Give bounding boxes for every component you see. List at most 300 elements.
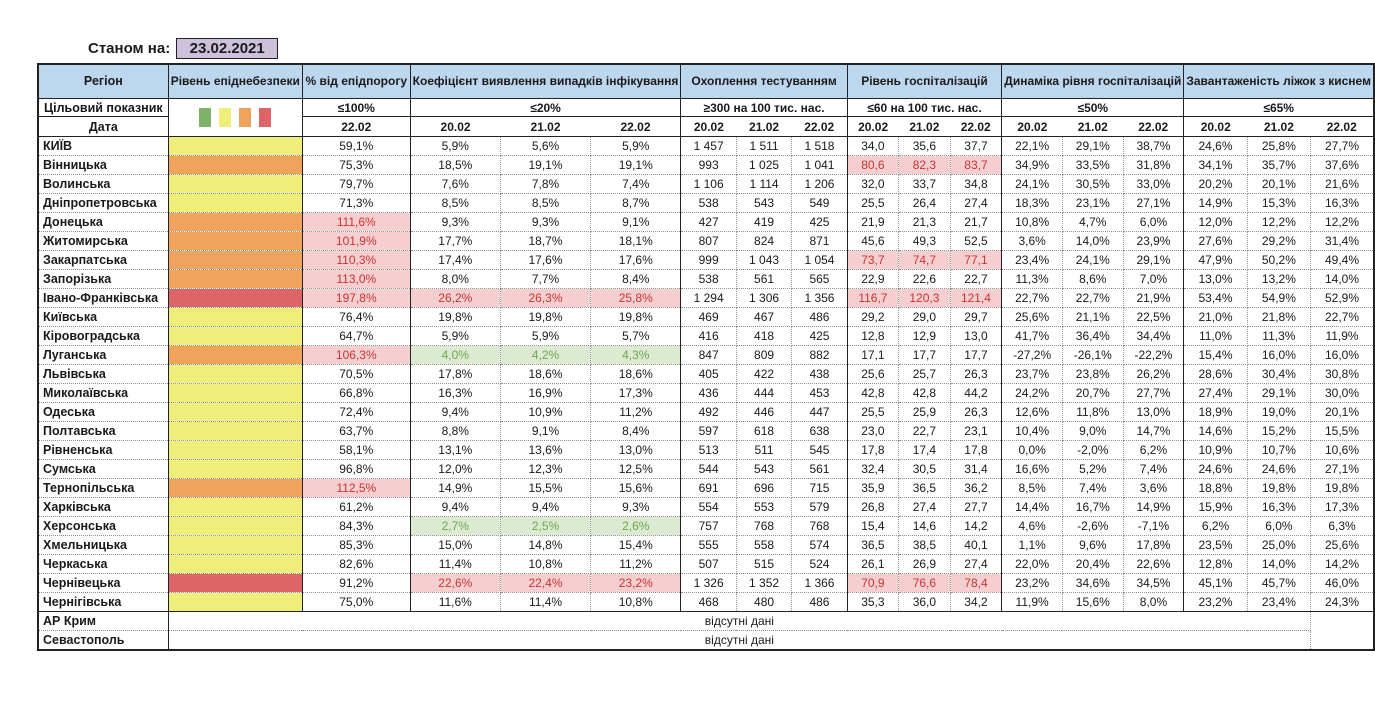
- test-value: 558: [736, 536, 791, 555]
- test-value: 486: [792, 308, 847, 327]
- hosp-value: 78,4: [950, 574, 1002, 593]
- coef-value: 8,5%: [500, 194, 590, 213]
- hosp-value: 15,4: [847, 517, 898, 536]
- region-name: АР Крим: [38, 612, 168, 631]
- beds-value: 15,5%: [1311, 422, 1374, 441]
- beds-value: 22,7%: [1311, 308, 1374, 327]
- dyn-value: 29,1%: [1062, 137, 1123, 156]
- hosp-value: 30,5: [899, 460, 951, 479]
- epid-value: 91,2%: [302, 574, 410, 593]
- coef-value: 9,3%: [591, 498, 681, 517]
- date-hosp-21.02: 21.02: [899, 117, 951, 137]
- dyn-value: 25,6%: [1002, 308, 1063, 327]
- coef-value: 17,4%: [410, 251, 500, 270]
- coef-value: 18,5%: [410, 156, 500, 175]
- beds-value: 28,6%: [1184, 365, 1247, 384]
- epid-value: 96,8%: [302, 460, 410, 479]
- dyn-value: -26,1%: [1062, 346, 1123, 365]
- test-value: 1 511: [736, 137, 791, 156]
- test-value: 446: [736, 403, 791, 422]
- dyn-value: -22,2%: [1123, 346, 1184, 365]
- hosp-value: 17,8: [847, 441, 898, 460]
- hosp-value: 40,1: [950, 536, 1002, 555]
- coef-value: 13,1%: [410, 441, 500, 460]
- beds-value: 16,0%: [1247, 346, 1310, 365]
- coef-value: 26,3%: [500, 289, 590, 308]
- coef-value: 9,3%: [500, 213, 590, 232]
- hosp-value: 44,2: [950, 384, 1002, 403]
- dyn-value: 6,2%: [1123, 441, 1184, 460]
- dyn-value: 14,9%: [1123, 498, 1184, 517]
- risk-level-cell: [168, 536, 302, 555]
- beds-value: 31,4%: [1311, 232, 1374, 251]
- table-row: [38, 346, 1374, 365]
- coef-value: 5,9%: [591, 137, 681, 156]
- hosp-value: 116,7: [847, 289, 898, 308]
- target-dyn: ≤50%: [1002, 99, 1184, 117]
- dyn-value: 29,1%: [1123, 251, 1184, 270]
- beds-value: 27,4%: [1184, 384, 1247, 403]
- dyn-value: 33,0%: [1123, 175, 1184, 194]
- coef-value: 15,5%: [500, 479, 590, 498]
- dyn-value: 41,7%: [1002, 327, 1063, 346]
- hosp-value: 26,8: [847, 498, 898, 517]
- beds-value: 13,2%: [1247, 270, 1310, 289]
- hosp-value: 25,5: [847, 403, 898, 422]
- test-value: 597: [681, 422, 736, 441]
- hosp-value: 42,8: [899, 384, 951, 403]
- beds-value: 20,2%: [1184, 175, 1247, 194]
- date-beds-21.02: 21.02: [1247, 117, 1310, 137]
- dyn-value: 9,0%: [1062, 422, 1123, 441]
- test-value: 882: [792, 346, 847, 365]
- coef-value: 9,4%: [410, 403, 500, 422]
- risk-level-cell: [168, 327, 302, 346]
- test-value: 561: [736, 270, 791, 289]
- coef-value: 7,7%: [500, 270, 590, 289]
- risk-level-cell: [168, 460, 302, 479]
- test-value: 425: [792, 327, 847, 346]
- beds-value: 53,4%: [1184, 289, 1247, 308]
- coef-value: 4,2%: [500, 346, 590, 365]
- hosp-value: 29,7: [950, 308, 1002, 327]
- dyn-value: 23,9%: [1123, 232, 1184, 251]
- test-value: 524: [792, 555, 847, 574]
- hosp-value: 38,5: [899, 536, 951, 555]
- dyn-value: 30,5%: [1062, 175, 1123, 194]
- hosp-value: 21,3: [899, 213, 951, 232]
- beds-value: 10,6%: [1311, 441, 1374, 460]
- hosp-value: 22,7: [950, 270, 1002, 289]
- table-row: [38, 327, 1374, 346]
- test-value: 1 206: [792, 175, 847, 194]
- test-value: 715: [792, 479, 847, 498]
- region-name: Рівненська: [38, 441, 168, 460]
- epid-value: 84,3%: [302, 517, 410, 536]
- epid-value: 101,9%: [302, 232, 410, 251]
- table-row: [38, 536, 1374, 555]
- epid-value: 59,1%: [302, 137, 410, 156]
- coef-value: 5,7%: [591, 327, 681, 346]
- legend-green-square: [199, 108, 211, 127]
- hosp-value: 29,2: [847, 308, 898, 327]
- dyn-value: 11,3%: [1002, 270, 1063, 289]
- hosp-value: 17,7: [950, 346, 1002, 365]
- dyn-value: 38,7%: [1123, 137, 1184, 156]
- test-value: 543: [736, 194, 791, 213]
- hosp-value: 17,1: [847, 346, 898, 365]
- coef-value: 8,7%: [591, 194, 681, 213]
- dyn-value: 7,4%: [1062, 479, 1123, 498]
- beds-value: 12,0%: [1184, 213, 1247, 232]
- col-header-coef: Коефіцієнт виявлення випадків інфікування: [410, 64, 681, 99]
- date-coef-21.02: 21.02: [500, 117, 590, 137]
- hosp-value: 31,4: [950, 460, 1002, 479]
- beds-value: 24,6%: [1184, 460, 1247, 479]
- region-name: Волинська: [38, 175, 168, 194]
- test-value: 468: [681, 593, 736, 612]
- date-beds-20.02: 20.02: [1184, 117, 1247, 137]
- col-header-risk: Рівень епіднебезпеки: [168, 64, 302, 99]
- epid-value: 70,5%: [302, 365, 410, 384]
- regions-table-wrap: [37, 63, 1375, 651]
- region-name: Івано-Франківська: [38, 289, 168, 308]
- dyn-value: 8,0%: [1123, 593, 1184, 612]
- hosp-value: 34,2: [950, 593, 1002, 612]
- beds-value: 25,6%: [1311, 536, 1374, 555]
- beds-value: 52,9%: [1311, 289, 1374, 308]
- date-dyn-22.02: 22.02: [1123, 117, 1184, 137]
- test-value: 492: [681, 403, 736, 422]
- region-name: Севастополь: [38, 631, 168, 651]
- beds-value: 11,0%: [1184, 327, 1247, 346]
- coef-value: 22,6%: [410, 574, 500, 593]
- dyn-value: 16,7%: [1062, 498, 1123, 517]
- table-row: [38, 213, 1374, 232]
- hosp-value: 14,2: [950, 517, 1002, 536]
- hosp-value: 32,4: [847, 460, 898, 479]
- coef-value: 19,1%: [500, 156, 590, 175]
- epid-value: 64,7%: [302, 327, 410, 346]
- hosp-value: 27,4: [899, 498, 951, 517]
- test-value: 416: [681, 327, 736, 346]
- coef-value: 9,3%: [410, 213, 500, 232]
- beds-value: 11,3%: [1247, 327, 1310, 346]
- region-name: Хмельницька: [38, 536, 168, 555]
- coef-value: 17,8%: [410, 365, 500, 384]
- region-name: Миколаївська: [38, 384, 168, 403]
- risk-level-cell: [168, 384, 302, 403]
- hosp-value: 27,7: [950, 498, 1002, 517]
- coef-value: 11,2%: [591, 555, 681, 574]
- dyn-value: 22,7%: [1062, 289, 1123, 308]
- legend-red-square: [259, 108, 271, 127]
- dyn-value: 24,1%: [1002, 175, 1063, 194]
- coef-value: 26,2%: [410, 289, 500, 308]
- date-dyn-20.02: 20.02: [1002, 117, 1063, 137]
- epid-value: 61,2%: [302, 498, 410, 517]
- table-row: [38, 194, 1374, 213]
- risk-level-cell: [168, 232, 302, 251]
- beds-value: 29,2%: [1247, 232, 1310, 251]
- hosp-value: 35,9: [847, 479, 898, 498]
- test-value: 418: [736, 327, 791, 346]
- dyn-value: 11,8%: [1062, 403, 1123, 422]
- risk-level-cell: [168, 270, 302, 289]
- col-header-hosp: Рівень госпіталізацій: [847, 64, 1002, 99]
- hosp-value: 17,4: [899, 441, 951, 460]
- hosp-value: 42,8: [847, 384, 898, 403]
- test-value: 1 326: [681, 574, 736, 593]
- dyn-value: 0,0%: [1002, 441, 1063, 460]
- beds-value: 10,7%: [1247, 441, 1310, 460]
- dyn-value: 14,4%: [1002, 498, 1063, 517]
- dyn-value: 20,7%: [1062, 384, 1123, 403]
- dyn-value: 23,2%: [1002, 574, 1063, 593]
- hosp-value: 70,9: [847, 574, 898, 593]
- coef-value: 12,3%: [500, 460, 590, 479]
- test-value: 544: [681, 460, 736, 479]
- test-value: 824: [736, 232, 791, 251]
- risk-level-cell: [168, 593, 302, 612]
- test-value: 1 025: [736, 156, 791, 175]
- dyn-value: 23,4%: [1002, 251, 1063, 270]
- beds-value: 6,3%: [1311, 517, 1374, 536]
- beds-value: 24,6%: [1247, 460, 1310, 479]
- coef-value: 10,8%: [500, 555, 590, 574]
- test-value: 545: [792, 441, 847, 460]
- date-hosp-20.02: 20.02: [847, 117, 898, 137]
- coef-value: 5,6%: [500, 137, 590, 156]
- test-value: 1 352: [736, 574, 791, 593]
- dyn-value: 33,5%: [1062, 156, 1123, 175]
- epid-value: 85,3%: [302, 536, 410, 555]
- test-value: 1 294: [681, 289, 736, 308]
- test-value: 1 106: [681, 175, 736, 194]
- beds-value: 14,9%: [1184, 194, 1247, 213]
- beds-value: 45,7%: [1247, 574, 1310, 593]
- hosp-value: 37,7: [950, 137, 1002, 156]
- epid-value: 71,3%: [302, 194, 410, 213]
- dyn-value: 20,4%: [1062, 555, 1123, 574]
- table-row: [38, 175, 1374, 194]
- test-value: 1 114: [736, 175, 791, 194]
- coef-value: 12,5%: [591, 460, 681, 479]
- dyn-value: -7,1%: [1123, 517, 1184, 536]
- dyn-value: 31,8%: [1123, 156, 1184, 175]
- test-value: 768: [792, 517, 847, 536]
- table-row: [38, 384, 1374, 403]
- test-value: 549: [792, 194, 847, 213]
- risk-level-cell: [168, 346, 302, 365]
- hosp-value: 23,1: [950, 422, 1002, 441]
- date-test-21.02: 21.02: [736, 117, 791, 137]
- hosp-value: 29,0: [899, 308, 951, 327]
- beds-value: 15,4%: [1184, 346, 1247, 365]
- region-name: Донецька: [38, 213, 168, 232]
- beds-value: 18,9%: [1184, 403, 1247, 422]
- date-test-20.02: 20.02: [681, 117, 736, 137]
- beds-value: 19,0%: [1247, 403, 1310, 422]
- hosp-value: 36,0: [899, 593, 951, 612]
- beds-value: 10,9%: [1184, 441, 1247, 460]
- coef-value: 8,5%: [410, 194, 500, 213]
- epid-value: 110,3%: [302, 251, 410, 270]
- test-value: 405: [681, 365, 736, 384]
- coef-value: 23,2%: [591, 574, 681, 593]
- region-name: Закарпатська: [38, 251, 168, 270]
- test-value: 691: [681, 479, 736, 498]
- table-row: [38, 422, 1374, 441]
- hosp-value: 25,5: [847, 194, 898, 213]
- col-header-dyn: Динаміка рівня госпіталізацій: [1002, 64, 1184, 99]
- dyn-value: 14,7%: [1123, 422, 1184, 441]
- hosp-value: 27,4: [950, 555, 1002, 574]
- date-row-label: Дата: [38, 117, 168, 137]
- beds-value: 16,0%: [1311, 346, 1374, 365]
- target-hosp: ≤60 на 100 тис. нас.: [847, 99, 1002, 117]
- hosp-value: 21,7: [950, 213, 1002, 232]
- beds-value: 34,1%: [1184, 156, 1247, 175]
- hosp-value: 34,0: [847, 137, 898, 156]
- hosp-value: 32,0: [847, 175, 898, 194]
- test-value: 871: [792, 232, 847, 251]
- as-of-label: Станом на:: [88, 40, 171, 57]
- test-value: 561: [792, 460, 847, 479]
- dyn-value: 22,7%: [1002, 289, 1063, 308]
- hosp-value: 17,8: [950, 441, 1002, 460]
- target-coef: ≤20%: [410, 99, 681, 117]
- coef-value: 4,3%: [591, 346, 681, 365]
- dyn-value: 27,1%: [1123, 194, 1184, 213]
- beds-value: 21,6%: [1311, 175, 1374, 194]
- dyn-value: 8,6%: [1062, 270, 1123, 289]
- epid-value: 111,6%: [302, 213, 410, 232]
- hosp-value: 82,3: [899, 156, 951, 175]
- hosp-value: 36,5: [899, 479, 951, 498]
- date-epid-22.02: 22.02: [302, 117, 410, 137]
- epid-value: 75,3%: [302, 156, 410, 175]
- hosp-value: 22,9: [847, 270, 898, 289]
- beds-value: 27,7%: [1311, 137, 1374, 156]
- beds-value: 20,1%: [1311, 403, 1374, 422]
- hosp-value: 26,4: [899, 194, 951, 213]
- dyn-value: -2,6%: [1062, 517, 1123, 536]
- hosp-value: 35,3: [847, 593, 898, 612]
- coef-value: 17,3%: [591, 384, 681, 403]
- test-value: 574: [792, 536, 847, 555]
- beds-value: 25,0%: [1247, 536, 1310, 555]
- dyn-value: 23,7%: [1002, 365, 1063, 384]
- beds-value: 30,4%: [1247, 365, 1310, 384]
- coef-value: 18,1%: [591, 232, 681, 251]
- beds-value: 14,0%: [1311, 270, 1374, 289]
- beds-value: 23,2%: [1184, 593, 1247, 612]
- coef-value: 9,4%: [500, 498, 590, 517]
- risk-level-cell: [168, 289, 302, 308]
- hosp-value: 27,4: [950, 194, 1002, 213]
- beds-value: 15,2%: [1247, 422, 1310, 441]
- hosp-value: 17,7: [899, 346, 951, 365]
- coef-value: 18,6%: [500, 365, 590, 384]
- hosp-value: 22,7: [899, 422, 951, 441]
- hosp-value: 83,7: [950, 156, 1002, 175]
- hosp-value: 25,7: [899, 365, 951, 384]
- dyn-value: 1,1%: [1002, 536, 1063, 555]
- beds-value: 14,6%: [1184, 422, 1247, 441]
- coef-value: 14,8%: [500, 536, 590, 555]
- dyn-value: 10,8%: [1002, 213, 1063, 232]
- test-value: 1 041: [792, 156, 847, 175]
- test-value: 555: [681, 536, 736, 555]
- beds-value: 14,0%: [1247, 555, 1310, 574]
- beds-value: 30,0%: [1311, 384, 1374, 403]
- hosp-value: 22,6: [899, 270, 951, 289]
- coef-value: 2,6%: [591, 517, 681, 536]
- beds-value: 30,8%: [1311, 365, 1374, 384]
- coef-value: 15,0%: [410, 536, 500, 555]
- dyn-value: -2,0%: [1062, 441, 1123, 460]
- beds-value: 37,6%: [1311, 156, 1374, 175]
- hosp-value: 52,5: [950, 232, 1002, 251]
- date-beds-22.02: 22.02: [1311, 117, 1374, 137]
- target-row-label: Цільовий показник: [38, 99, 168, 117]
- beds-value: 14,2%: [1311, 555, 1374, 574]
- dyn-value: 34,5%: [1123, 574, 1184, 593]
- test-value: 847: [681, 346, 736, 365]
- dyn-value: 22,0%: [1002, 555, 1063, 574]
- coef-value: 16,9%: [500, 384, 590, 403]
- coef-value: 18,7%: [500, 232, 590, 251]
- table-row: [38, 593, 1374, 612]
- table-row: [38, 403, 1374, 422]
- dyn-value: -27,2%: [1002, 346, 1063, 365]
- epid-value: 76,4%: [302, 308, 410, 327]
- beds-value: 27,6%: [1184, 232, 1247, 251]
- test-value: 486: [792, 593, 847, 612]
- table-row: [38, 460, 1374, 479]
- test-value: 538: [681, 270, 736, 289]
- region-name: Черкаська: [38, 555, 168, 574]
- test-value: 999: [681, 251, 736, 270]
- dyn-value: 11,9%: [1002, 593, 1063, 612]
- date-coef-22.02: 22.02: [591, 117, 681, 137]
- coef-value: 13,0%: [591, 441, 681, 460]
- dyn-value: 8,5%: [1002, 479, 1063, 498]
- beds-value: 6,0%: [1247, 517, 1310, 536]
- test-value: 696: [736, 479, 791, 498]
- coef-value: 9,4%: [410, 498, 500, 517]
- epid-value: 112,5%: [302, 479, 410, 498]
- region-name: Сумська: [38, 460, 168, 479]
- coef-value: 7,4%: [591, 175, 681, 194]
- hosp-value: 45,6: [847, 232, 898, 251]
- dyn-value: 22,1%: [1002, 137, 1063, 156]
- risk-level-cell: [168, 422, 302, 441]
- dyn-value: 24,1%: [1062, 251, 1123, 270]
- coef-value: 19,8%: [591, 308, 681, 327]
- test-value: 480: [736, 593, 791, 612]
- coef-value: 11,4%: [500, 593, 590, 612]
- col-header-test: Охоплення тестуванням: [681, 64, 847, 99]
- epid-value: 113,0%: [302, 270, 410, 289]
- coef-value: 19,8%: [410, 308, 500, 327]
- epid-value: 58,1%: [302, 441, 410, 460]
- hosp-value: 23,0: [847, 422, 898, 441]
- dyn-value: 22,5%: [1123, 308, 1184, 327]
- region-name: Львівська: [38, 365, 168, 384]
- region-name: Луганська: [38, 346, 168, 365]
